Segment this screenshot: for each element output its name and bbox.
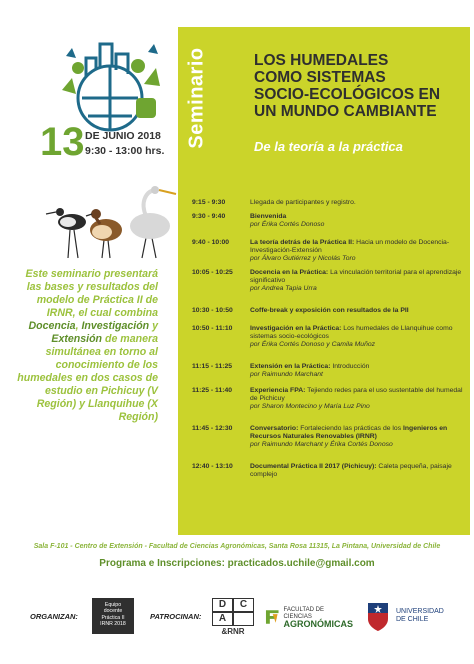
schedule-row — [192, 425, 468, 463]
schedule-time: 10:05 - 10:25 — [192, 269, 233, 276]
schedule-time: 10:30 - 10:50 — [192, 307, 233, 314]
event-subtitle: De la teoría a la práctica — [254, 139, 403, 154]
schedule-head: Docencia en la Práctica: — [250, 269, 329, 276]
schedule-speaker: por Raimundo Marchant y Érika Cortés Donoso — [250, 441, 393, 448]
schedule-time: 11:15 - 11:25 — [192, 363, 233, 370]
schedule-head: Experiencia FPA: — [250, 387, 306, 394]
schedule-head: Conversatorio: — [250, 425, 299, 432]
schedule-text: Fortaleciendo las prácticas de los — [298, 425, 403, 432]
equipo-line: docente — [103, 608, 123, 615]
schedule-speaker: por Érika Cortés Donoso — [250, 221, 325, 228]
schedule-time: 9:40 - 10:00 — [192, 239, 230, 246]
patrocinan-label: PATROCINAN: — [150, 612, 202, 621]
schedule-head: Coffe-break y exposición con resultados de la PII — [250, 307, 409, 314]
schedule-speaker: por Andrea Tapia Urra — [250, 285, 317, 292]
uchile-shield-icon — [366, 599, 390, 633]
schedule-time: 9:15 - 9:30 — [192, 199, 226, 206]
keyword-docencia: Docencia — [28, 320, 76, 332]
fca-emblem-icon — [265, 601, 280, 633]
schedule-row — [192, 269, 468, 307]
dcarnr-letter: &RNR — [221, 627, 245, 636]
title-line: SOCIO-ECOLÓGICOS EN — [254, 86, 441, 103]
title-line: UN MUNDO CAMBIANTE — [254, 103, 437, 120]
description-text-3: y — [149, 320, 158, 332]
schedule-row — [192, 199, 468, 213]
date-hours: 9:30 - 13:00 hrs. — [85, 145, 165, 157]
date-month: DE JUNIO 2018 — [85, 130, 161, 142]
schedule-row — [192, 213, 468, 239]
dcarnr-letter: D — [212, 598, 233, 612]
title-line: COMO SISTEMAS — [254, 69, 386, 86]
birds-illustration — [42, 182, 182, 260]
keyword-extension: Extensión — [51, 333, 103, 345]
title-line: LOS HUMEDALES — [254, 52, 389, 69]
schedule-text: Hacia un modelo de Docencia-Investigación-Extensión — [250, 239, 450, 254]
fca-line: AGRONÓMICAS — [283, 618, 353, 629]
schedule-text: Caleta pequeña, paisaje complejo — [250, 463, 452, 478]
fca-logo — [265, 600, 353, 634]
uchile-line: UNIVERSIDAD — [396, 608, 444, 615]
uchile-logo — [366, 598, 468, 634]
schedule-row — [192, 463, 468, 483]
schedule-head: La teoría detrás de la Práctica II: — [250, 239, 355, 246]
schedule-speaker: por Sharon Montecino y María Luz Pino — [250, 403, 370, 410]
event-title — [254, 52, 466, 120]
date-day: 13 — [40, 120, 85, 164]
seminar-description — [10, 268, 158, 424]
equipo-line: IRNR 2018 — [100, 621, 126, 628]
equipo-docente-logo — [92, 598, 134, 634]
schedule-time: 12:40 - 13:10 — [192, 463, 233, 470]
dcarnr-letter: A — [212, 612, 233, 626]
schedule-text: La vinculación territorial para el aprendizaje significativo — [250, 269, 462, 284]
schedule-head: Extensión en la Práctica: — [250, 363, 331, 370]
dcarnr-logo — [212, 598, 254, 634]
schedule-time: 9:30 - 9:40 — [192, 213, 226, 220]
equipo-line: Práctica II — [101, 614, 125, 621]
dcarnr-letter: C — [233, 598, 254, 612]
description-text-1: Este seminario presentará las bases y resultados del modelo de Práctica II de IRNR, el cual combina — [25, 268, 158, 319]
schedule-time: 11:45 - 12:30 — [192, 425, 233, 432]
schedule-head: Investigación en la Práctica: — [250, 325, 342, 332]
schedule-text: Los humedales de Llanquihue como sistemas socio-ecológicos — [250, 325, 453, 340]
schedule-row — [192, 387, 468, 425]
schedule-head-2: Ingenieros en Recursos Naturales Renovables (IRNR) — [250, 425, 448, 440]
dcarnr-letter — [233, 612, 254, 626]
schedule-row — [192, 363, 468, 387]
schedule-time: 11:25 - 11:40 — [192, 387, 233, 394]
uchile-line: DE CHILE — [396, 616, 429, 623]
schedule-text: Llegada de participantes y registro. — [250, 199, 356, 206]
schedule-speaker: por Raimundo Marchant — [250, 371, 323, 378]
schedule-text: Tejiendo redes para el uso sustentable del humedal de Pichicuy — [250, 387, 463, 402]
venue-address: Sala F-101 - Centro de Extensión - Facultad de Ciencias Agronómicas, Santa Rosa 11315, La Pintana, Universidad de Chile — [33, 543, 441, 550]
schedule-list — [192, 199, 468, 483]
schedule-text: Introducción — [330, 363, 370, 370]
organizan-label: ORGANIZAN: — [30, 612, 78, 621]
fca-line: FACULTAD DE CIENCIAS — [283, 606, 324, 620]
schedule-row — [192, 239, 468, 269]
equipo-line: Equipo — [104, 602, 122, 608]
seminario-label: Seminario — [185, 47, 208, 149]
keyword-investigacion: Investigación — [81, 320, 150, 332]
schedule-speaker: por Álvaro Gutiérrez y Nicolás Toro — [250, 255, 356, 262]
schedule-row — [192, 307, 468, 325]
schedule-head: Documental Práctica II 2017 (Pichicuy): — [250, 463, 377, 470]
schedule-head: Bienvenida — [250, 213, 287, 220]
schedule-speaker: por Érika Cortés Donoso y Camila Muñoz — [250, 341, 376, 348]
description-text-4: de manera simultánea en torno al conocimiento de los humedales en dos casos de estudio en Pichicuy (V Región) y Llanquihue (X Región) — [17, 333, 158, 423]
schedule-row — [192, 325, 468, 363]
contact-line: Programa e Inscripciones: practicados.uchile@gmail.com — [99, 558, 375, 569]
description-text-2: , — [75, 320, 82, 332]
schedule-time: 10:50 - 11:10 — [192, 325, 233, 332]
